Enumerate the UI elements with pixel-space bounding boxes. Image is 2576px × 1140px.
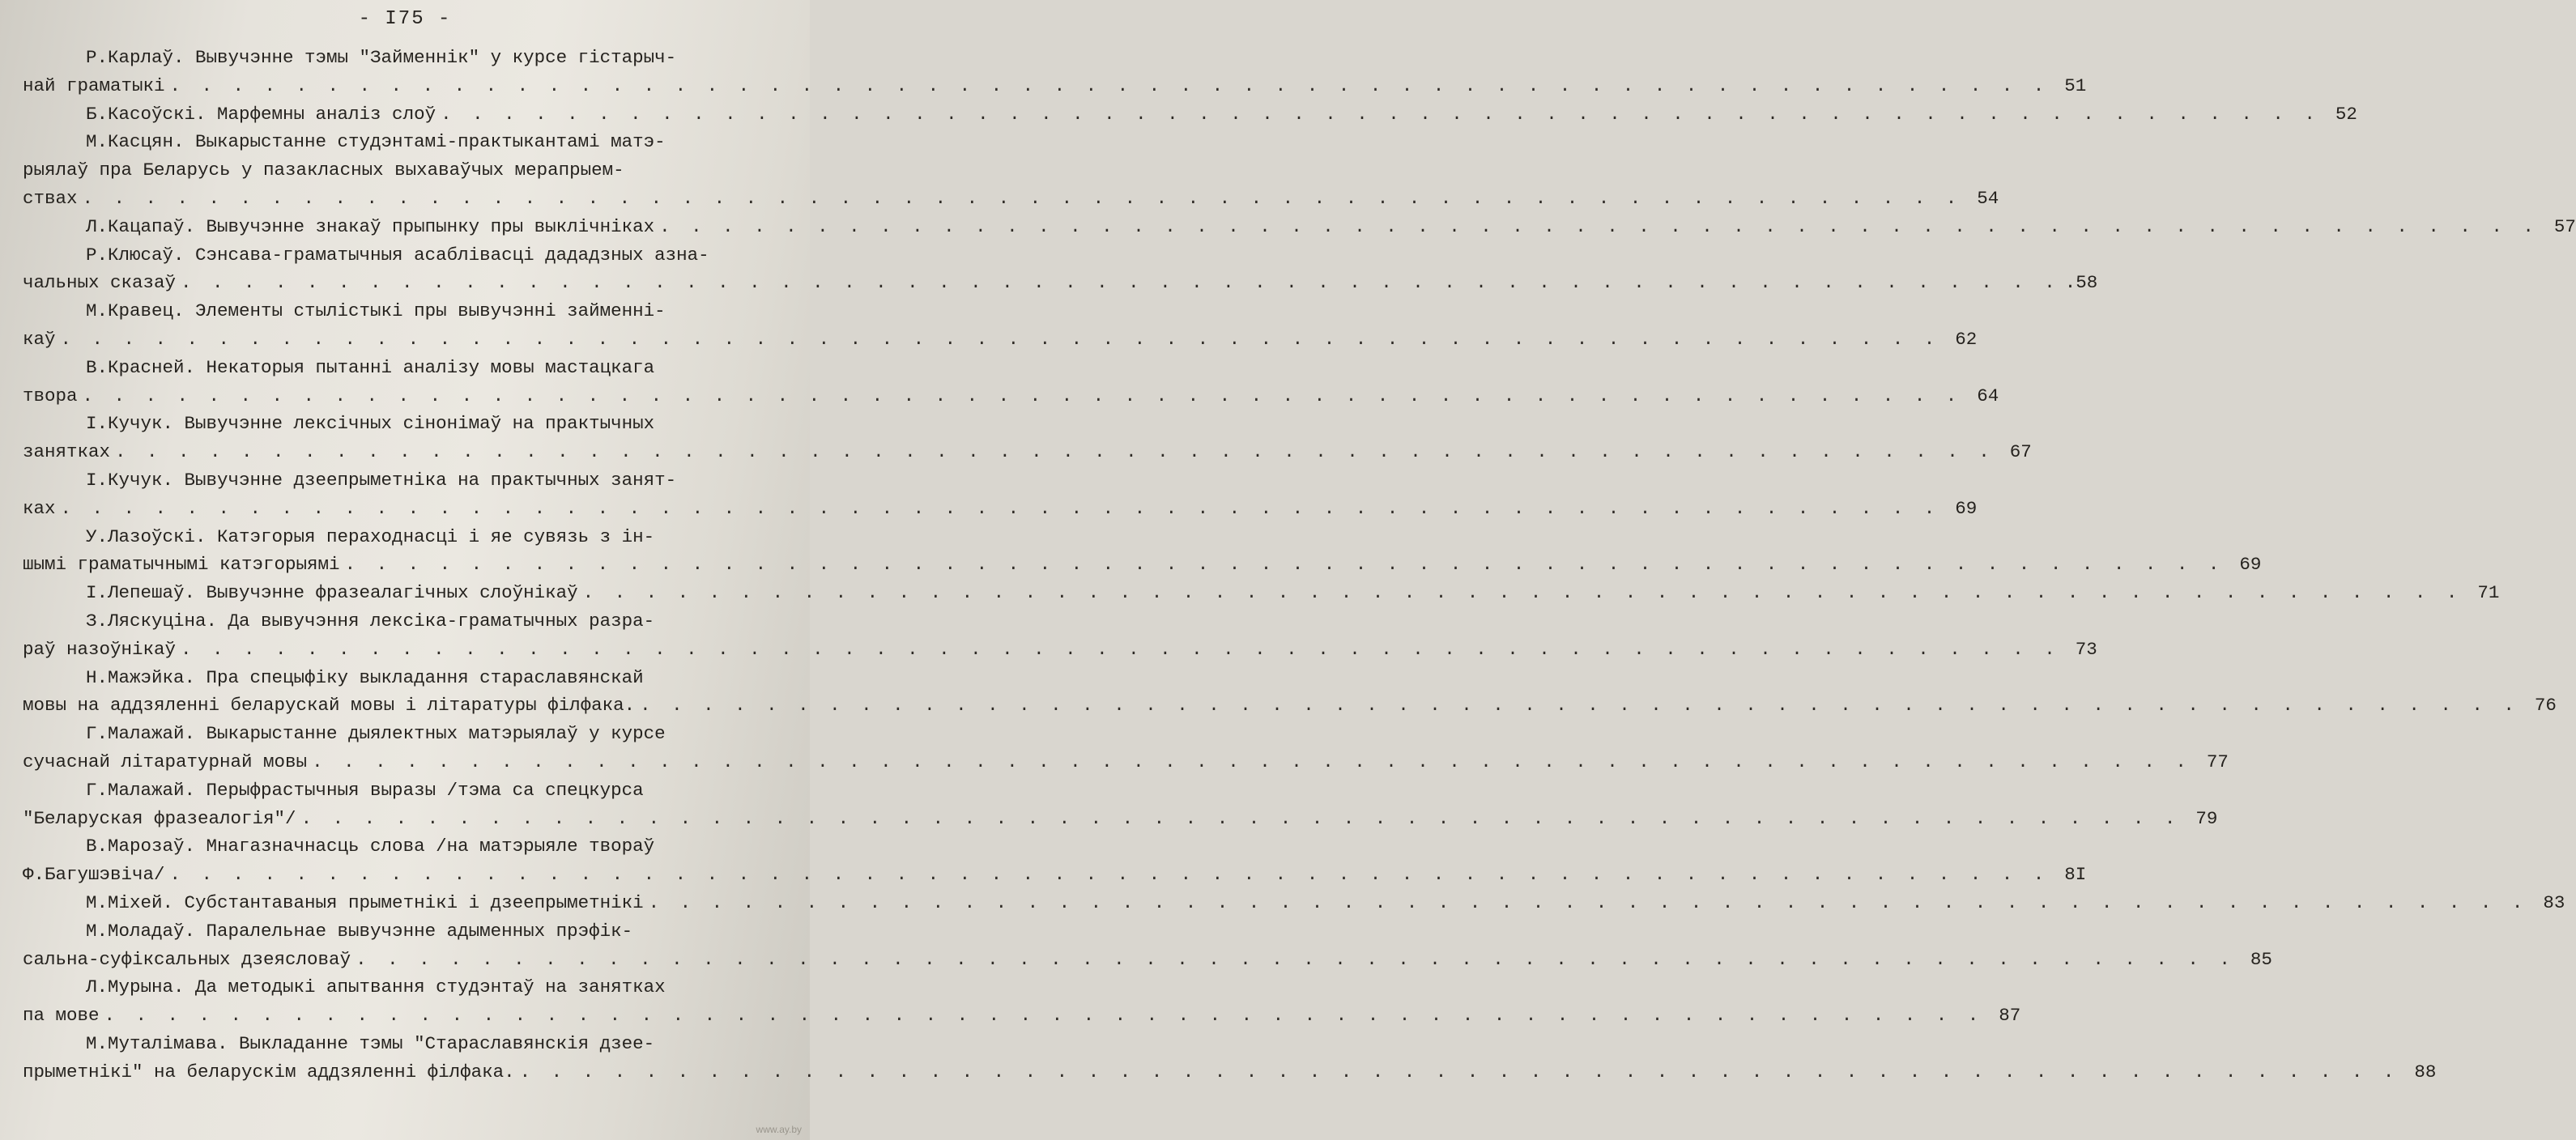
toc-page-number: 52 <box>2335 103 2357 125</box>
toc-line-text: Р.Карлаў. Вывучэнне тэмы "Займеннік" у курсе гістарыч- <box>86 47 677 68</box>
toc-page-number: .58 <box>2064 272 2098 294</box>
table-of-contents <box>23 44 2576 1086</box>
toc-entry <box>23 776 2218 833</box>
toc-line <box>23 128 756 156</box>
toc-entry <box>23 213 2576 241</box>
dot-leader: . . . . . . . . . . . . . . . . . . . . . . . . . . . . . . . . . . . . . . . . . . . . . . . . . . . . . . . . . . . . <box>82 187 1962 209</box>
toc-page-number: 73 <box>2075 638 2097 660</box>
toc-line <box>23 1030 756 1058</box>
toc-line <box>23 241 756 270</box>
toc-line-text: Б.Касоўскі. Марфемны аналіз слоў <box>86 103 436 125</box>
dot-leader: . . . . . . . . . . . . . . . . . . . . . . . . . . . . . . . . . . . . . . . . . . . . . . . . . . . . . . . . . . . . <box>659 215 2539 237</box>
toc-line-text: І.Кучук. Вывучэнне дзеепрыметніка на практычных занят- <box>86 469 677 491</box>
toc-entry <box>23 523 2262 580</box>
toc-line-text: Г.Малажай. Выкарыстанне дыялектных матэрыялаў у курсе <box>86 723 666 745</box>
toc-page-number: 51 <box>2064 74 2087 96</box>
toc-line <box>23 185 1999 213</box>
toc-entry <box>23 579 2500 607</box>
toc-line-text: І.Кучук. Вывучэнне лексічных сінонімаў на практычных <box>86 413 655 435</box>
toc-line <box>23 664 756 692</box>
toc-line <box>23 269 2098 297</box>
toc-line-text: твора <box>23 385 78 406</box>
toc-entry <box>23 973 2021 1030</box>
toc-line-text: рыялаў пра Беларусь у пазакласных выхаваўчых мерапрыем- <box>23 160 624 181</box>
dot-leader: . . . . . . . . . . . . . . . . . . . . . . . . . . . . . . . . . . . . . . . . . . . . . . . . . . . . . . . . . . . . <box>60 497 1940 519</box>
toc-page-number: 62 <box>1955 328 1978 350</box>
toc-line <box>23 156 756 185</box>
toc-line <box>23 1002 2021 1030</box>
toc-entry <box>23 664 2557 721</box>
dot-leader: . . . . . . . . . . . . . . . . . . . . . . . . . . . . . . . . . . . . . . . . . . . . . . . . . . . . . . . . . . . . <box>519 1061 2399 1083</box>
toc-entry <box>23 1030 2437 1087</box>
toc-line <box>23 1058 2437 1087</box>
toc-entry <box>23 44 2087 100</box>
toc-line-text: М.Моладаў. Паралельнае вывучэнне адыменных прэфік- <box>86 920 633 942</box>
toc-line-text: прыметнікі" на беларускім аддзяленні філфака. <box>23 1061 515 1083</box>
toc-line <box>23 466 756 495</box>
toc-page-number: 77 <box>2206 751 2229 772</box>
toc-line-text: па мове <box>23 1005 100 1027</box>
toc-line <box>23 438 2032 466</box>
toc-line-text: раў назоўнікаў <box>23 638 177 660</box>
toc-line-text: М.Кравец. Элементы стылістыкі пры вывучэнні займенні- <box>86 300 666 322</box>
toc-line-text: Н.Мажэйка. Пра спецыфіку выкладання старaславянскай <box>86 666 644 688</box>
toc-entry <box>23 100 2357 129</box>
toc-line-text: І.Лепешаў. Вывучэнне фразеалагічных слоўнікаў <box>86 582 578 604</box>
toc-page-number: 69 <box>1955 497 1978 519</box>
toc-line <box>23 72 2087 100</box>
toc-entry <box>23 297 1978 354</box>
toc-page-number: 85 <box>2250 948 2272 970</box>
toc-line <box>23 636 2097 664</box>
toc-line-text: М.Касцян. Выкарыстанне студэнтамі-практыкантамі матэ- <box>86 131 666 153</box>
dot-leader: . . . . . . . . . . . . . . . . . . . . . . . . . . . . . . . . . . . . . . . . . . . . . . . . . . . . . . . . . . . . <box>441 103 2320 125</box>
dot-leader: . . . . . . . . . . . . . . . . . . . . . . . . . . . . . . . . . . . . . . . . . . . . . . . . . . . . . . . . . . . . <box>344 554 2225 576</box>
toc-entry <box>23 354 1999 410</box>
dot-leader: . . . . . . . . . . . . . . . . . . . . . . . . . . . . . . . . . . . . . . . . . . . . . . . . . . . . . . . . . . . . <box>300 807 2181 829</box>
toc-entry <box>23 241 2098 298</box>
dot-leader: . . . . . . . . . . . . . . . . . . . . . . . . . . . . . . . . . . . . . . . . . . . . . . . . . . . . . . . . . . . . <box>640 695 2519 717</box>
toc-page-number: 76 <box>2534 695 2557 717</box>
toc-line-text: "Беларуская фразеалогія"/ <box>23 807 296 829</box>
toc-line <box>23 551 2262 579</box>
toc-line <box>23 354 756 382</box>
toc-line <box>23 973 756 1002</box>
toc-line-text: В.Красней. Некаторыя пытанні аналізу мовы мастацкага <box>86 356 655 378</box>
toc-entry <box>23 889 2565 917</box>
toc-line-text: Г.Малажай. Перыфрастычныя выразы /тэма са спецкурса <box>86 779 644 801</box>
toc-line <box>23 579 2500 607</box>
toc-page-number: 64 <box>1977 385 1999 406</box>
toc-line-text: ствах <box>23 187 78 209</box>
toc-line <box>23 946 2272 974</box>
dot-leader: . . . . . . . . . . . . . . . . . . . . . . . . . . . . . . . . . . . . . . . . . . . . . . . . . . . . . . . . . . . . <box>312 751 2191 772</box>
toc-line-text: В.Марозаў. Мнагазначнасць слова /на матэрыяле твораў <box>86 836 655 857</box>
toc-line-text: М.Міхей. Субстантаваныя прыметнікі і дзеепрыметнікі <box>86 891 644 913</box>
dot-leader: . . . . . . . . . . . . . . . . . . . . . . . . . . . . . . . . . . . . . . . . . . . . . . . . . . . . . . . . . . . . <box>60 328 1940 350</box>
dot-leader: . . . . . . . . . . . . . . . . . . . . . . . . . . . . . . . . . . . . . . . . . . . . . . . . . . . . . . . . . . . . <box>82 385 1962 406</box>
toc-page-number: 71 <box>2477 582 2500 604</box>
toc-page-number: 67 <box>2009 441 2032 463</box>
dot-leader: . . . . . . . . . . . . . . . . . . . . . . . . . . . . . . . . . . . . . . . . . . . . . . . . . . . . . . . . . . . . <box>181 272 2060 294</box>
toc-line-text: сальна-суфіксальных дзеясловаў <box>23 948 351 970</box>
watermark: www.ay.by <box>756 1124 802 1135</box>
dot-leader: . . . . . . . . . . . . . . . . . . . . . . . . . . . . . . . . . . . . . . . . . . . . . . . . . . . . . . . . . . . . <box>169 74 2050 96</box>
toc-line <box>23 776 756 805</box>
toc-line-text: Ф.Багушэвіча/ <box>23 864 165 886</box>
toc-line-text: Р.Клюсаў. Сэнсава-граматычныя асаблівасці дададзных азна- <box>86 244 709 266</box>
toc-line <box>23 832 756 861</box>
toc-entry <box>23 128 1999 212</box>
toc-line-text: У.Лазоўскі. Катэгорыя пераходнасці і яе сувязь з ін- <box>86 525 655 547</box>
toc-line-text: занятках <box>23 441 111 463</box>
toc-line-text: сучаснай літаратурнай мовы <box>23 751 308 772</box>
toc-line <box>23 410 756 438</box>
toc-line <box>23 523 756 551</box>
toc-line <box>23 213 2576 241</box>
toc-line <box>23 720 756 748</box>
toc-entry <box>23 607 2097 664</box>
toc-line <box>23 691 2557 720</box>
toc-entry <box>23 466 1978 523</box>
dot-leader: . . . . . . . . . . . . . . . . . . . . . . . . . . . . . . . . . . . . . . . . . . . . . . . . . . . . . . . . . . . . <box>181 638 2060 660</box>
dot-leader: . . . . . . . . . . . . . . . . . . . . . . . . . . . . . . . . . . . . . . . . . . . . . . . . . . . . . . . . . . . . <box>104 1005 1984 1027</box>
toc-line-text: каў <box>23 328 56 350</box>
toc-line <box>23 748 2229 776</box>
toc-entry <box>23 917 2272 974</box>
toc-page-number: 83 <box>2543 891 2565 913</box>
toc-line <box>23 805 2218 833</box>
toc-line <box>23 44 756 72</box>
toc-entry <box>23 410 2032 466</box>
toc-page-number: 79 <box>2195 807 2218 829</box>
toc-page-number: 57 <box>2553 215 2576 237</box>
toc-page-number: 8I <box>2064 864 2087 886</box>
toc-line <box>23 297 756 325</box>
toc-line-text: шымі граматычнымі катэгорыямі <box>23 554 340 576</box>
toc-page-number: 87 <box>1999 1005 2021 1027</box>
toc-line <box>23 495 1978 523</box>
toc-page-number: 88 <box>2414 1061 2437 1083</box>
toc-line <box>23 100 2357 129</box>
toc-line <box>23 861 2087 889</box>
toc-line-text: мовы на аддзяленні беларускай мовы і літаратуры філфака. <box>23 695 636 717</box>
toc-line <box>23 382 1999 410</box>
dot-leader: . . . . . . . . . . . . . . . . . . . . . . . . . . . . . . . . . . . . . . . . . . . . . . . . . . . . . . . . . . . . <box>115 441 1995 463</box>
toc-line <box>23 325 1978 354</box>
dot-leader: . . . . . . . . . . . . . . . . . . . . . . . . . . . . . . . . . . . . . . . . . . . . . . . . . . . . . . . . . . . . <box>169 864 2050 886</box>
toc-entry <box>23 832 2087 889</box>
dot-leader: . . . . . . . . . . . . . . . . . . . . . . . . . . . . . . . . . . . . . . . . . . . . . . . . . . . . . . . . . . . . <box>582 582 2463 604</box>
toc-page-number: 54 <box>1977 187 1999 209</box>
toc-line-text: чальных сказаў <box>23 272 177 294</box>
page-number: - I75 - <box>358 8 452 30</box>
toc-line-text: най граматыкі <box>23 74 165 96</box>
toc-line-text: Л.Кацапаў. Вывучэнне знакаў прыпынку пры выклічніках <box>86 215 655 237</box>
toc-line <box>23 889 2565 917</box>
dot-leader: . . . . . . . . . . . . . . . . . . . . . . . . . . . . . . . . . . . . . . . . . . . . . . . . . . . . . . . . . . . . <box>356 948 2235 970</box>
toc-line-text: Л.Мурына. Да методыкі апытвання студэнтаў на занятках <box>86 976 666 998</box>
dot-leader: . . . . . . . . . . . . . . . . . . . . . . . . . . . . . . . . . . . . . . . . . . . . . . . . . . . . . . . . . . . . <box>648 891 2528 913</box>
toc-line-text: М.Муталімава. Выкладанне тэмы "Старaславянскія дзее- <box>86 1032 655 1054</box>
toc-line-text: ках <box>23 497 56 519</box>
toc-page-number: 69 <box>2239 554 2262 576</box>
toc-line <box>23 917 756 946</box>
toc-line-text: З.Ляскуціна. Да вывучэння лексіка-граматычных разра- <box>86 610 655 632</box>
toc-entry <box>23 720 2229 776</box>
toc-line <box>23 607 756 636</box>
